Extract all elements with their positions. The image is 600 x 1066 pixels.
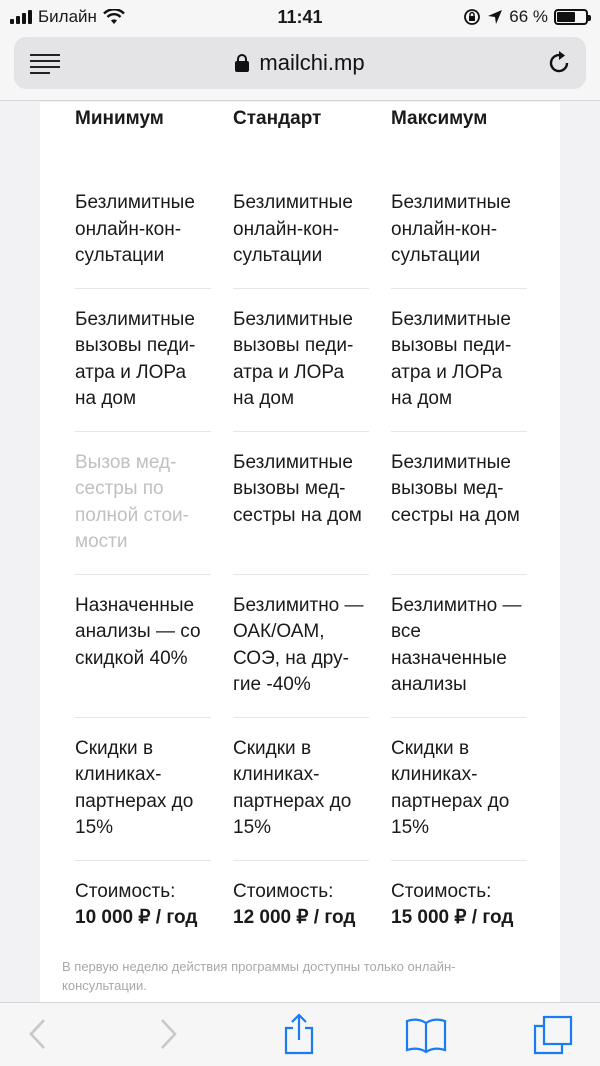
address-bar[interactable] <box>14 37 586 89</box>
table-cell: Безлимитные вызовы педи-атра и ЛОРа на дом <box>75 289 211 432</box>
plan-header-maximum: Максимум <box>391 108 488 129</box>
table-cell: Безлимитные вызовы мед-сестры на дом <box>391 432 527 575</box>
table-cell: Назначенные анализы — со скидкой 40% <box>75 575 211 718</box>
table-cell: Безлимитные онлайн-кон-сультации <box>233 172 369 289</box>
price-label: Стоимость: <box>75 880 176 902</box>
table-cell: Скидки в клиниках-партнерах до 15% <box>75 718 211 861</box>
page-content <box>40 102 560 1002</box>
table-cell: Безлимитные онлайн-кон-сультации <box>75 172 211 289</box>
cellular-signal-icon <box>10 10 32 24</box>
location-arrow-icon <box>487 9 503 25</box>
tabs-icon[interactable] <box>533 1015 573 1055</box>
battery-percent: 66 % <box>509 7 548 26</box>
share-icon[interactable] <box>282 1013 316 1055</box>
table-cell: Безлимитные вызовы педи-атра и ЛОРа на дом <box>233 289 369 432</box>
footnote: В первую неделю действия программы доступны только онлайн-консультации. <box>62 959 456 993</box>
lock-icon <box>235 54 249 72</box>
bookmarks-icon[interactable] <box>405 1016 447 1054</box>
price-cell-standard <box>233 861 369 950</box>
table-cell: Безлимитно — ОАК/ОАМ, СОЭ, на дру-гие -40% <box>233 575 369 718</box>
table-cell: Безлимитные онлайн-кон-сультации <box>391 172 527 289</box>
plan-header-standard: Стандарт <box>233 108 322 129</box>
table-cell: Вызов мед-сестры по полной стои-мости <box>75 432 211 575</box>
clock: 11:41 <box>277 6 323 27</box>
browser-toolbar <box>0 1002 600 1066</box>
table-cell: Безлимитные вызовы мед-сестры на дом <box>233 432 369 575</box>
reader-menu-icon[interactable] <box>30 54 60 74</box>
table-cell: Скидки в клиниках-партнерах до 15% <box>233 718 369 861</box>
price-label: Стоимость: <box>391 880 492 902</box>
back-icon[interactable] <box>26 1017 50 1051</box>
table-cell: Безлимитно — все назначенные анализы <box>391 575 527 718</box>
price-value: 10 000 ₽ / год <box>75 907 198 928</box>
forward-icon[interactable] <box>156 1017 180 1051</box>
price-value: 15 000 ₽ / год <box>391 907 514 928</box>
browser-address-area <box>0 34 600 101</box>
plan-header-minimum: Минимум <box>75 108 164 129</box>
wifi-icon <box>103 9 125 25</box>
reload-icon[interactable] <box>546 50 572 76</box>
battery-icon <box>554 9 588 25</box>
table-cell: Скидки в клиниках-партнерах до 15% <box>391 718 527 861</box>
price-cell-maximum <box>391 861 527 950</box>
price-cell-minimum <box>75 861 211 950</box>
table-cell: Безлимитные вызовы педи-атра и ЛОРа на дом <box>391 289 527 432</box>
orientation-lock-icon <box>463 8 481 26</box>
price-value: 12 000 ₽ / год <box>233 907 356 928</box>
price-label: Стоимость: <box>233 880 334 902</box>
plans-comparison-table <box>75 102 525 950</box>
status-bar <box>0 0 600 34</box>
url-text: mailchi.mp <box>259 50 365 75</box>
carrier-name: Билайн <box>38 7 97 26</box>
